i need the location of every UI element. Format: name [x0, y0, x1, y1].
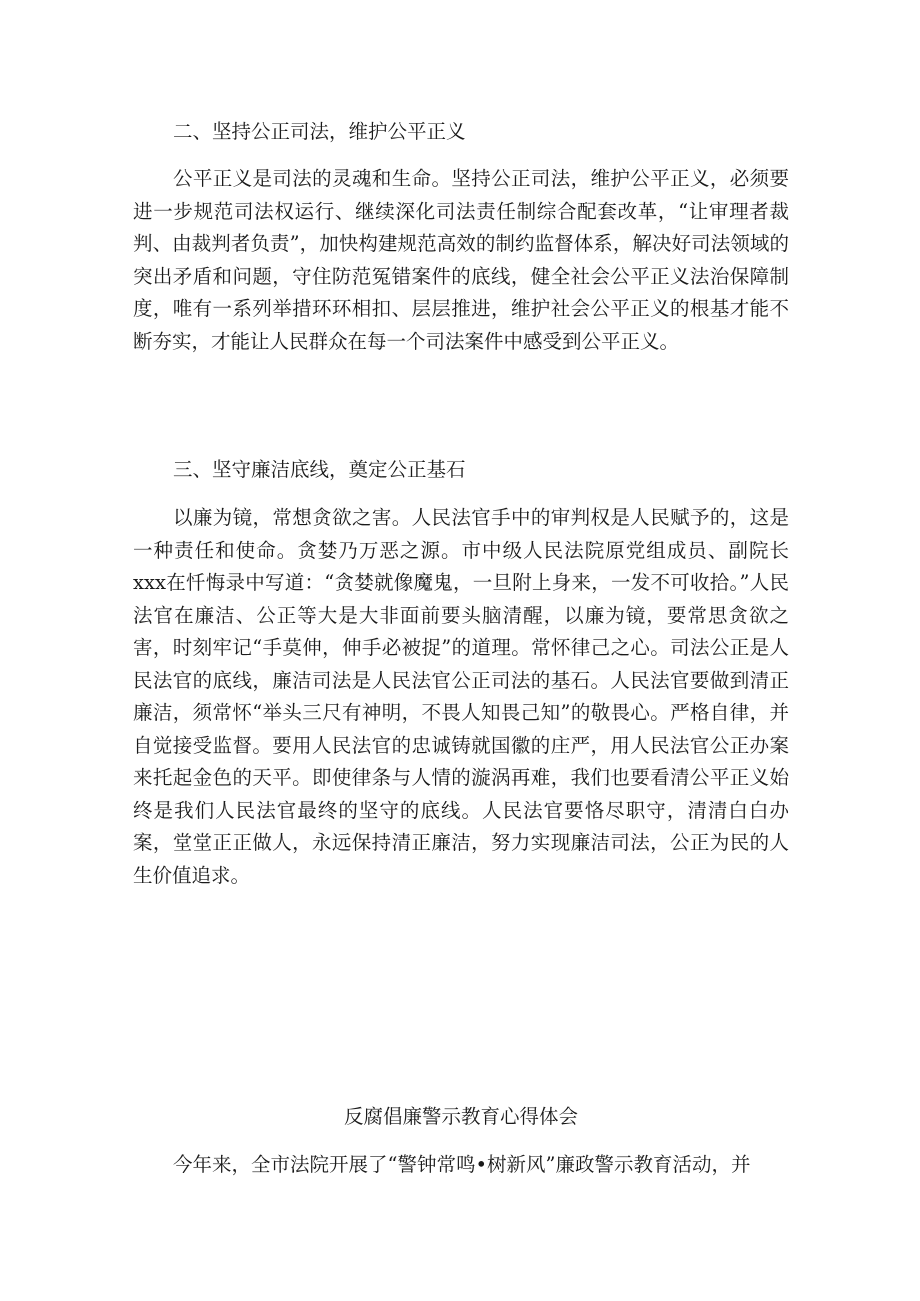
article-title: 反腐倡廉警示教育心得体会	[343, 1105, 578, 1128]
intro-container	[133, 1149, 789, 1182]
section-body-2-container	[133, 163, 789, 358]
section-body-2: 公平正义是司法的灵魂和生命。坚持公正司法，维护公平正义，必须要进一步规范司法权运行、继续深化司法责任制综合配套改革，“让审理者裁判、由裁判者负责”，加快构建规范高效的制约监督体系，解决好司法领域的突出矛盾和问题，守住防范冤错案件的底线，健全社会公平正义法治保障制度，唯有一系列举措环环相扣、层层推进，维护社会公平正义的根基才能不断夯实，才能让人民群众在每一个司法案件中感受到公平正义。	[133, 167, 789, 353]
section-heading-3: 三、坚守廉洁底线，奠定公正基石	[173, 458, 466, 481]
section-body-3-container	[133, 502, 789, 892]
section-body-3: 以廉为镜，常想贪欲之害。人民法官手中的审判权是人民赋予的，这是一种责任和使命。贪婪乃万恶之源。市中级人民法院原党组成员、副院长xxx在忏悔录中写道：“贪婪就像魔鬼，一旦附上身来，一发不可收拾。”人民法官在廉洁、公正等大是大非面前要头脑清醒，以廉为镜，要常思贪欲之害，时刻牢记“手莫伸，伸手必被捉”的道理。常怀律己之心。司法公正是人民法官的底线，廉洁司法是人民法官公正司法的基石。人民法官要做到清正廉洁，须常怀“举头三尺有神明，不畏人知畏己知”的敬畏心。严格自律，并自觉接受监督。要用人民法官的忠诚铸就国徽的庄严，用人民法官公正办案来托起金色的天平。即使律条与人情的漩涡再难，我们也要看清公平正义始终是我们人民法官最终的坚守的底线。人民法官要恪尽职守，清清白白办案，堂堂正正做人，永远保持清正廉洁，努力实现廉洁司法，公正为民的人生价值追求。	[133, 506, 789, 887]
intro-paragraph: 今年来，全市法院开展了“警钟常鸣•树新风”廉政警示教育活动，并	[173, 1153, 751, 1176]
section-heading-2: 二、坚持公正司法，维护公平正义	[173, 120, 466, 143]
